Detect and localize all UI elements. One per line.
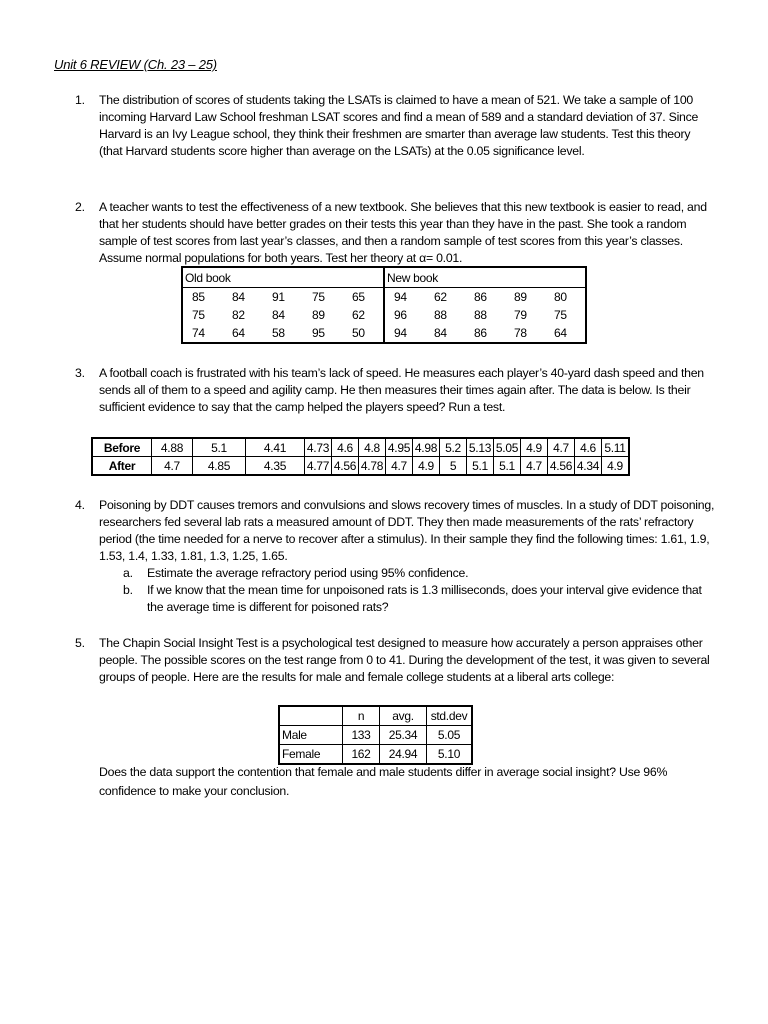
after-time-cell: 5.1 xyxy=(467,457,494,476)
question-4 xyxy=(75,497,715,616)
question-number: 2. xyxy=(75,200,85,214)
after-time-cell: 4.85 xyxy=(193,457,246,476)
subquestion-text: If we know that the mean time for unpoisoned rats is 1.3 milliseconds, does your interval give evidence that the average time is different for poisoned rats? xyxy=(147,583,702,614)
column-header: n xyxy=(343,706,380,726)
question-number: 1. xyxy=(75,93,85,107)
stat-cell: 24.94 xyxy=(380,745,427,765)
after-time-cell: 4.34 xyxy=(575,457,602,476)
table-row xyxy=(182,324,586,343)
score-cell: 79 xyxy=(514,308,527,322)
score-cell: 78 xyxy=(514,326,527,340)
before-time-cell: 5.1 xyxy=(193,438,246,457)
stat-cell: 5.10 xyxy=(427,745,473,765)
score-cell: 62 xyxy=(352,308,365,322)
score-cell: 86 xyxy=(474,290,487,304)
page-title: Unit 6 REVIEW (Ch. 23 – 25) xyxy=(54,57,217,72)
old-book-header: Old book xyxy=(182,267,384,288)
before-time-cell: 4.88 xyxy=(152,438,193,457)
score-cell: 85 xyxy=(192,290,205,304)
score-cell: 62 xyxy=(434,290,447,304)
question-text: Poisoning by DDT causes tremors and convulsions and slows recovery times of muscles. In a study of DDT poisoning, researchers fed several lab rats a measured amount of DDT. They then made measurements of the rats’ refractory period (the time needed for a nerve to recover after a stimulus). In their sample they find the following times: 1.61, 1.9, 1.53, 1.4, 1.33, 1.81, 1.3, 1.25, 1.65. xyxy=(99,498,715,563)
score-cell: 96 xyxy=(384,306,425,324)
row-label: Male xyxy=(279,726,343,745)
score-cell: 88 xyxy=(474,308,487,322)
before-time-cell: 5.2 xyxy=(440,438,467,457)
table-row xyxy=(279,745,472,765)
after-time-cell: 5 xyxy=(440,457,467,476)
score-cell: 84 xyxy=(272,308,285,322)
score-cell: 94 xyxy=(384,288,425,307)
question-1 xyxy=(75,92,715,160)
subquestion-b xyxy=(123,582,715,616)
score-cell: 89 xyxy=(514,290,527,304)
before-time-cell: 4.41 xyxy=(246,438,305,457)
followup-text: Does the data support the contention that female and male students differ in average social insight? Use 96% confidence to make your conclusion. xyxy=(99,765,668,798)
column-header: avg. xyxy=(380,706,427,726)
score-cell: 64 xyxy=(232,326,245,340)
score-cell: 58 xyxy=(272,326,285,340)
table-row xyxy=(279,726,472,745)
score-cell: 94 xyxy=(384,324,425,343)
score-cell: 91 xyxy=(272,290,285,304)
before-time-cell: 5.11 xyxy=(602,438,630,457)
score-cell: 89 xyxy=(312,308,325,322)
social-insight-table xyxy=(278,705,473,765)
before-time-cell: 4.98 xyxy=(413,438,440,457)
before-time-cell: 5.13 xyxy=(467,438,494,457)
before-row xyxy=(92,438,629,457)
before-time-cell: 4.6 xyxy=(575,438,602,457)
after-label: After xyxy=(92,457,152,476)
after-time-cell: 4.35 xyxy=(246,457,305,476)
score-cell: 75 xyxy=(312,290,325,304)
before-time-cell: 4.6 xyxy=(332,438,359,457)
column-header: std.dev xyxy=(427,706,473,726)
question-text: A football coach is frustrated with his team’s lack of speed. He measures each player’s 40-yard dash speed and then sends all of them to a speed and agility camp. He then measures their times again after. The data is below. Is their sufficient evidence to say that the camp helped the players speed? Run a test. xyxy=(99,366,704,414)
score-cell: 88 xyxy=(434,308,447,322)
textbook-scores-table xyxy=(181,266,587,344)
before-time-cell: 4.73 xyxy=(305,438,332,457)
before-time-cell: 5.05 xyxy=(494,438,521,457)
before-time-cell: 4.7 xyxy=(548,438,575,457)
row-label: Female xyxy=(279,745,343,765)
score-cell: 86 xyxy=(474,326,487,340)
question-5 xyxy=(75,635,715,686)
stat-cell: 5.05 xyxy=(427,726,473,745)
score-cell: 84 xyxy=(434,326,447,340)
after-time-cell: 4.9 xyxy=(602,457,630,476)
after-time-cell: 4.7 xyxy=(152,457,193,476)
question-number: 3. xyxy=(75,366,85,380)
after-time-cell: 4.78 xyxy=(359,457,386,476)
score-cell: 75 xyxy=(554,308,567,322)
after-time-cell: 4.7 xyxy=(386,457,413,476)
subquestion-a xyxy=(123,565,715,582)
question-3 xyxy=(75,365,715,416)
table-row xyxy=(182,306,586,324)
question-number: 4. xyxy=(75,498,85,512)
table-row xyxy=(182,288,586,307)
after-time-cell: 4.56 xyxy=(332,457,359,476)
score-cell: 82 xyxy=(232,308,245,322)
question-2 xyxy=(75,199,715,267)
score-cell: 84 xyxy=(232,290,245,304)
subquestion-text: Estimate the average refractory period using 95% confidence. xyxy=(147,566,469,580)
score-cell: 75 xyxy=(192,308,205,322)
after-time-cell: 5.1 xyxy=(494,457,521,476)
after-time-cell: 4.77 xyxy=(305,457,332,476)
before-time-cell: 4.9 xyxy=(521,438,548,457)
stat-cell: 133 xyxy=(343,726,380,745)
stat-cell: 25.34 xyxy=(380,726,427,745)
question-number: 5. xyxy=(75,636,85,650)
question-text: The distribution of scores of students taking the LSATs is claimed to have a mean of 521. We take a sample of 100 incoming Harvard Law School freshman LSAT scores and find a mean of 589 and a standard deviation of 37. Since Harvard is an Ivy League school, they think their freshmen are smarter than average law students. Test this theory (that Harvard students score higher than average on the LSATs) at the 0.05 significance level. xyxy=(99,93,699,158)
score-cell: 80 xyxy=(554,290,567,304)
subquestion-label: b. xyxy=(123,583,133,597)
after-time-cell: 4.9 xyxy=(413,457,440,476)
after-time-cell: 4.7 xyxy=(521,457,548,476)
before-time-cell: 4.95 xyxy=(386,438,413,457)
before-time-cell: 4.8 xyxy=(359,438,386,457)
stat-cell: 162 xyxy=(343,745,380,765)
column-header xyxy=(279,706,343,726)
score-cell: 95 xyxy=(312,326,325,340)
question-5-followup xyxy=(75,763,715,801)
subquestion-label: a. xyxy=(123,566,133,580)
question-text: A teacher wants to test the effectiveness of a new textbook. She believes that this new textbook is easier to read, and that her students should have better grades on their tests this year than they have in the past. She took a random sample of test scores from last year’s classes, and then a random sample of test scores from this year’s classes. Assume normal populations for both years. Test her theory at α= 0.01. xyxy=(99,200,707,265)
score-cell: 74 xyxy=(192,326,205,340)
before-label: Before xyxy=(92,438,152,457)
score-cell: 64 xyxy=(554,326,567,340)
score-cell: 65 xyxy=(352,290,365,304)
after-row xyxy=(92,457,629,476)
question-text: The Chapin Social Insight Test is a psychological test designed to measure how accurately a person appraises other people. The possible scores on the test range from 0 to 41. During the development of the test, it was given to several groups of people. Here are the results for male and female college students at a liberal arts college: xyxy=(99,636,710,684)
new-book-header: New book xyxy=(384,267,586,288)
after-time-cell: 4.56 xyxy=(548,457,575,476)
score-cell: 50 xyxy=(352,326,365,340)
speed-table xyxy=(91,437,630,476)
